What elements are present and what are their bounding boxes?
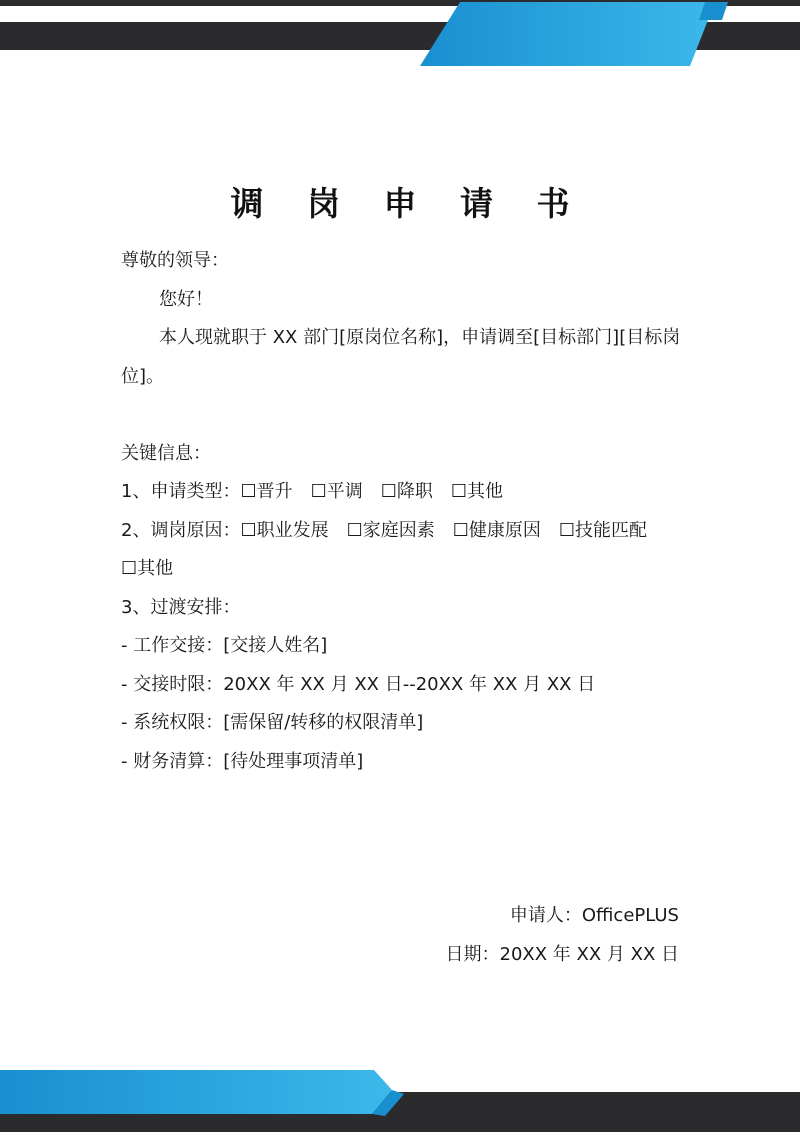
checkbox-icon: ☐ — [452, 519, 469, 541]
option-skill-match[interactable]: ☐技能匹配 — [559, 520, 647, 541]
option-promotion[interactable]: ☐晋升 — [240, 481, 292, 502]
blank-line — [121, 396, 681, 435]
transition-detail-finance: - 财务清算：[待处理事项清单] — [121, 750, 364, 772]
transfer-reason-row-cont — [121, 550, 681, 589]
checkbox-icon: ☐ — [558, 519, 576, 541]
transition-detail-permissions: - 系统权限：[需保留/转移的权限清单] — [121, 712, 424, 733]
intro-paragraph: 本人现就职于 XX 部门[原岗位名称]，申请调至[目标部门][目标岗位]。 — [121, 327, 681, 387]
transition-detail-deadline: - 交接时限：20XX 年 XX 月 XX 日--20XX 年 XX 月 XX 日 — [121, 673, 596, 695]
application-type-row — [121, 473, 681, 512]
checkbox-icon: ☐ — [450, 481, 468, 502]
checkbox-icon: ☐ — [380, 481, 397, 502]
checkbox-icon: ☐ — [240, 481, 257, 502]
option-lateral[interactable]: ☐平调 — [311, 481, 363, 502]
key-info-heading: 关键信息： — [121, 442, 211, 464]
transfer-reason-label: 2、调岗原因： — [121, 519, 241, 541]
signature-block — [446, 897, 680, 974]
transition-label: 3、过渡安排： — [121, 596, 241, 618]
transfer-reason-row — [121, 512, 681, 551]
document-body — [121, 242, 681, 781]
transition-detail-handover: - 工作交接：[交接人姓名] — [121, 635, 328, 656]
option-career-development[interactable]: ☐职业发展 — [240, 520, 328, 541]
option-health-reasons[interactable]: ☐健康原因 — [453, 520, 541, 541]
checkbox-icon: ☐ — [240, 519, 257, 541]
applicant-name: 申请人：OfficePLUS — [509, 905, 679, 926]
option-demotion[interactable]: ☐降职 — [381, 481, 433, 502]
header-decoration — [0, 0, 800, 80]
option-type-other[interactable]: ☐其他 — [451, 481, 503, 502]
checkbox-icon: ☐ — [310, 481, 327, 502]
greeting: 您好！ — [159, 288, 213, 310]
document-title: 调 岗 申 请 书 — [230, 184, 586, 223]
checkbox-icon: ☐ — [346, 519, 363, 541]
option-family-factors[interactable]: ☐家庭因素 — [347, 520, 435, 541]
checkbox-icon: ☐ — [121, 558, 138, 579]
application-date: 日期：20XX 年 XX 月 XX 日 — [445, 943, 679, 965]
footer-decoration — [0, 1058, 800, 1132]
application-type-label: 1、申请类型： — [121, 481, 241, 502]
salutation: 尊敬的领导： — [121, 250, 229, 271]
option-reason-other[interactable]: ☐其他 — [121, 558, 173, 579]
